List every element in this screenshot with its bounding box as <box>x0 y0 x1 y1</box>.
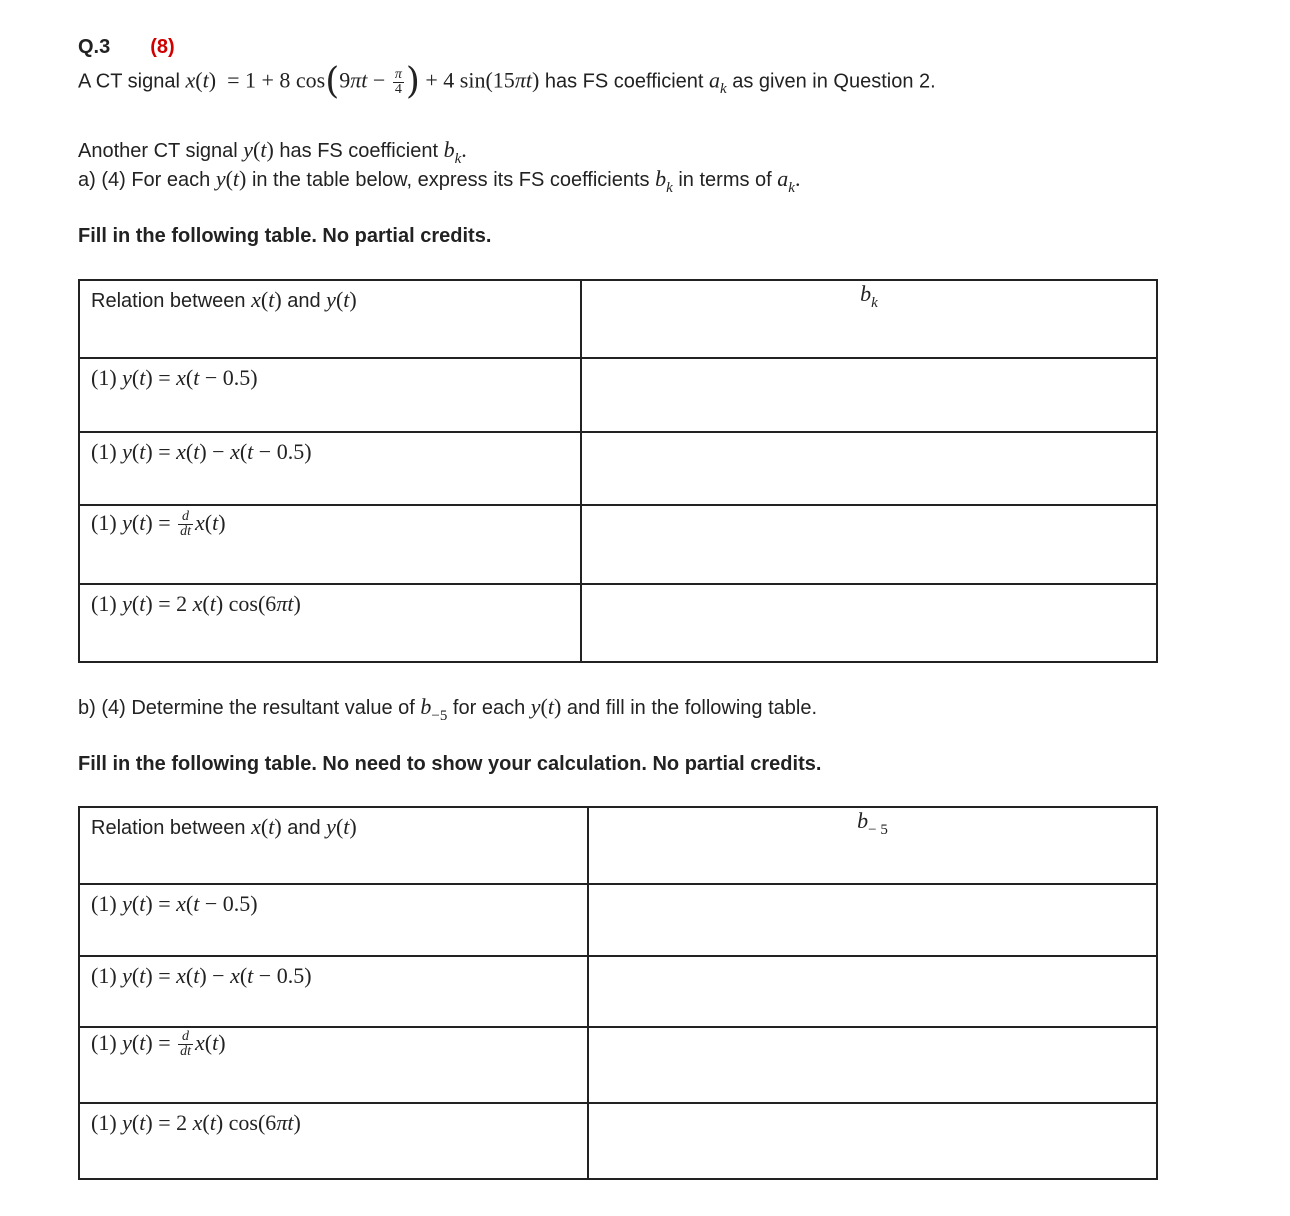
question-heading <box>78 36 175 59</box>
question-number: Q.3 <box>78 36 111 58</box>
table-row <box>79 584 1157 662</box>
question-points: (8) <box>150 36 175 58</box>
answer-cell[interactable] <box>581 584 1157 662</box>
relation-3: (1) y(t) = $\frac{d}{dt}$ x(t) <box>91 509 226 540</box>
fill-instruction-a: Fill in the following table. No partial credits. <box>78 225 492 247</box>
answer-cell[interactable] <box>588 956 1157 1027</box>
answer-cell[interactable] <box>581 505 1157 584</box>
table-row <box>79 505 1157 584</box>
table-row <box>79 1027 1157 1103</box>
table-row <box>79 1103 1157 1179</box>
answer-cell[interactable] <box>581 432 1157 505</box>
answer-cell[interactable] <box>581 358 1157 432</box>
part-b-instruction: b) (4) Determine the resultant value of $b_{-5}$ for each y(t) and fill in the following table. <box>78 694 818 724</box>
table-row <box>79 884 1157 956</box>
answer-cell[interactable] <box>588 1027 1157 1103</box>
answer-cell[interactable] <box>588 884 1157 956</box>
answer-cell[interactable] <box>588 1103 1157 1179</box>
table-a-header-right: $b_k$ <box>581 280 1157 358</box>
table-b-header-left: Relation between x(t) and y(t) <box>79 807 588 884</box>
relation-1: (1) y(t) = x(t − 0.5) <box>91 365 258 390</box>
table-a-header-row <box>79 280 1157 358</box>
another-signal-line: Another CT signal y(t) has FS coefficient $b_k$. <box>78 137 467 167</box>
table-b-header-row <box>79 807 1157 884</box>
relation-1: (1) y(t) = x(t − 0.5) <box>91 891 258 916</box>
signal-definition: A CT signal x(t) = 1 + 8 cos(9πt − $\frac{\pi}{4}$ ) + 4 sin(15πt) has FS coefficient $a_k$ as given in Question 2. <box>78 61 936 102</box>
table-b <box>78 806 1158 1180</box>
relation-2: (1) y(t) = x(t) − x(t − 0.5) <box>91 963 312 988</box>
table-a-header-left: Relation between x(t) and y(t) <box>79 280 581 358</box>
part-a-instruction: a) (4) For each y(t) in the table below, express its FS coefficients $b_k$ in terms of $a_k$. <box>78 166 801 196</box>
relation-3: (1) y(t) = $\frac{d}{dt}$ x(t) <box>91 1029 226 1060</box>
relation-4: (1) y(t) = 2 x(t) cos(6πt) <box>91 1110 301 1135</box>
table-row <box>79 956 1157 1027</box>
fill-instruction-b: Fill in the following table. No need to show your calculation. No partial credits. <box>78 753 822 775</box>
table-a <box>78 279 1158 663</box>
table-b-header-right: $b_{- 5}$ <box>588 807 1157 884</box>
relation-2: (1) y(t) = x(t) − x(t − 0.5) <box>91 439 312 464</box>
table-row <box>79 358 1157 432</box>
relation-4: (1) y(t) = 2 x(t) cos(6πt) <box>91 591 301 616</box>
table-row <box>79 432 1157 505</box>
